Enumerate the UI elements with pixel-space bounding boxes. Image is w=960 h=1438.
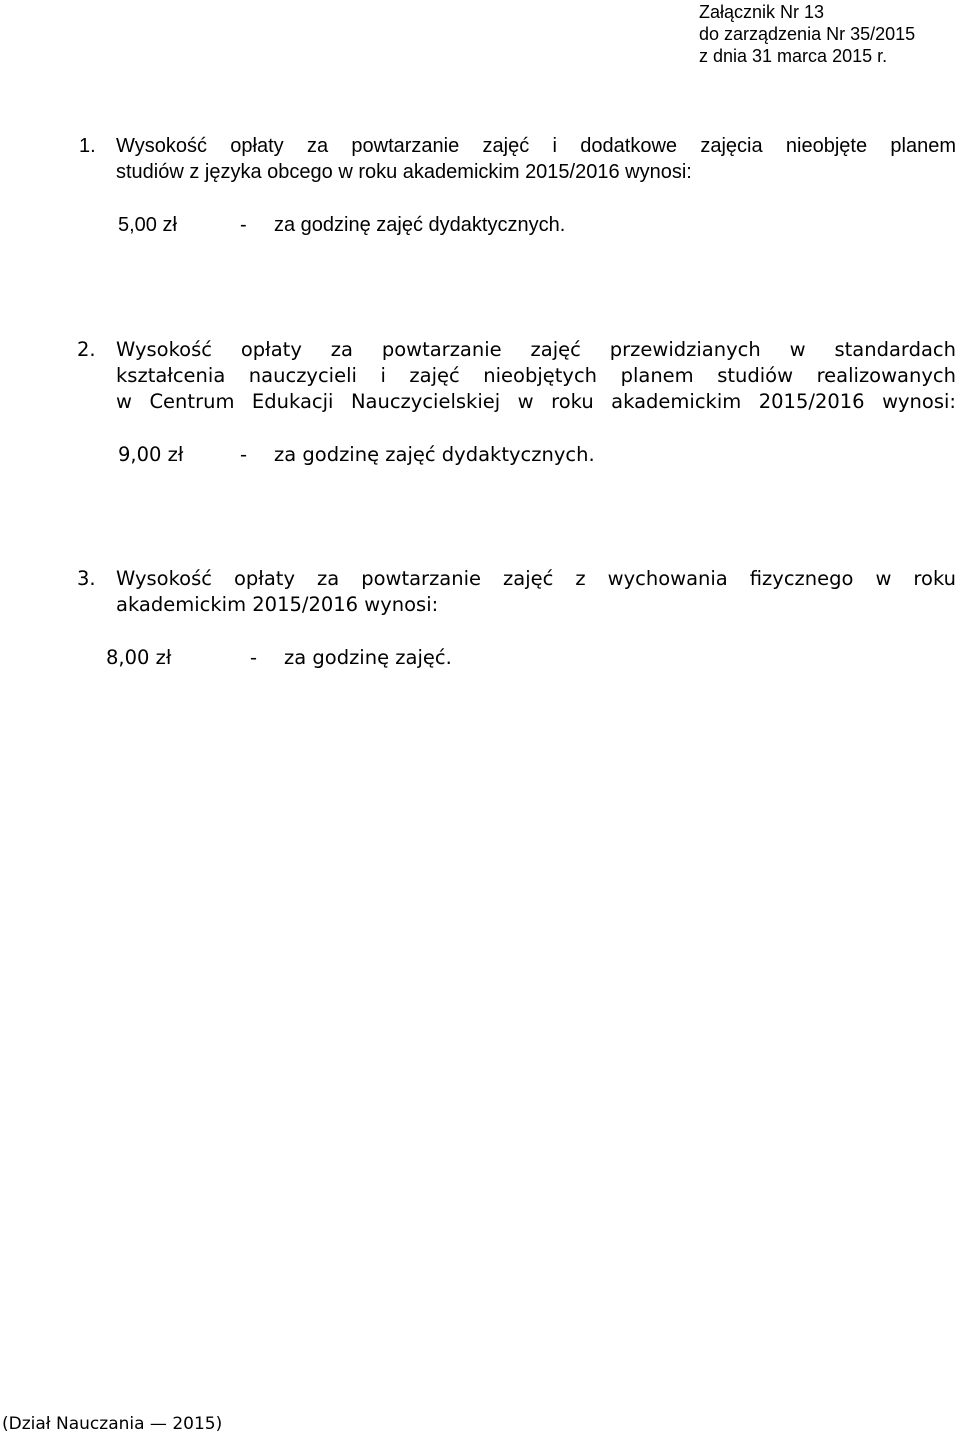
regulation-date: z dnia 31 marca 2015 r. — [699, 46, 888, 66]
section-text-line: Wysokość opłaty za powtarzanie zajęć z wychowania fizycznego w roku — [116, 567, 956, 590]
section-number: 2. — [77, 338, 96, 361]
fee-amount: 8,00 zł — [106, 646, 172, 669]
section-text-line: studiów z języka obcego w roku akademickim 2015/2016 wynosi: — [116, 161, 692, 183]
section-number: 1. — [79, 135, 96, 157]
fee-unit: za godzinę zajęć. — [284, 646, 452, 669]
section-text-line: Wysokość opłaty za powtarzanie zajęć przewidzianych w standardach — [116, 338, 956, 361]
regulation-reference: do zarządzenia Nr 35/2015 — [699, 24, 916, 44]
section-text-line: w Centrum Edukacji Nauczycielskiej w roku akademickim 2015/2016 wynosi: — [116, 390, 956, 413]
fee-dash: - — [250, 646, 258, 669]
fee-dash: - — [240, 443, 248, 466]
footer-note: (Dział Nauczania — 2015) — [2, 1414, 223, 1434]
fee-amount: 5,00 zł — [118, 214, 177, 236]
section-number: 3. — [77, 567, 96, 590]
fee-unit: za godzinę zajęć dydaktycznych. — [274, 214, 566, 236]
section-text-line: akademickim 2015/2016 wynosi: — [116, 593, 439, 616]
fee-amount: 9,00 zł — [118, 443, 184, 466]
fee-unit: za godzinę zajęć dydaktycznych. — [274, 443, 595, 466]
section-text-line: Wysokość opłaty za powtarzanie zajęć i dodatkowe zajęcia nieobjęte planem — [116, 135, 956, 157]
attachment-header — [699, 1, 915, 67]
fee-dash: - — [240, 214, 247, 236]
attachment-number: Załącznik Nr 13 — [699, 2, 825, 22]
section-text-line: kształcenia nauczycieli i zajęć nieobjętych planem studiów realizowanych — [116, 364, 956, 387]
